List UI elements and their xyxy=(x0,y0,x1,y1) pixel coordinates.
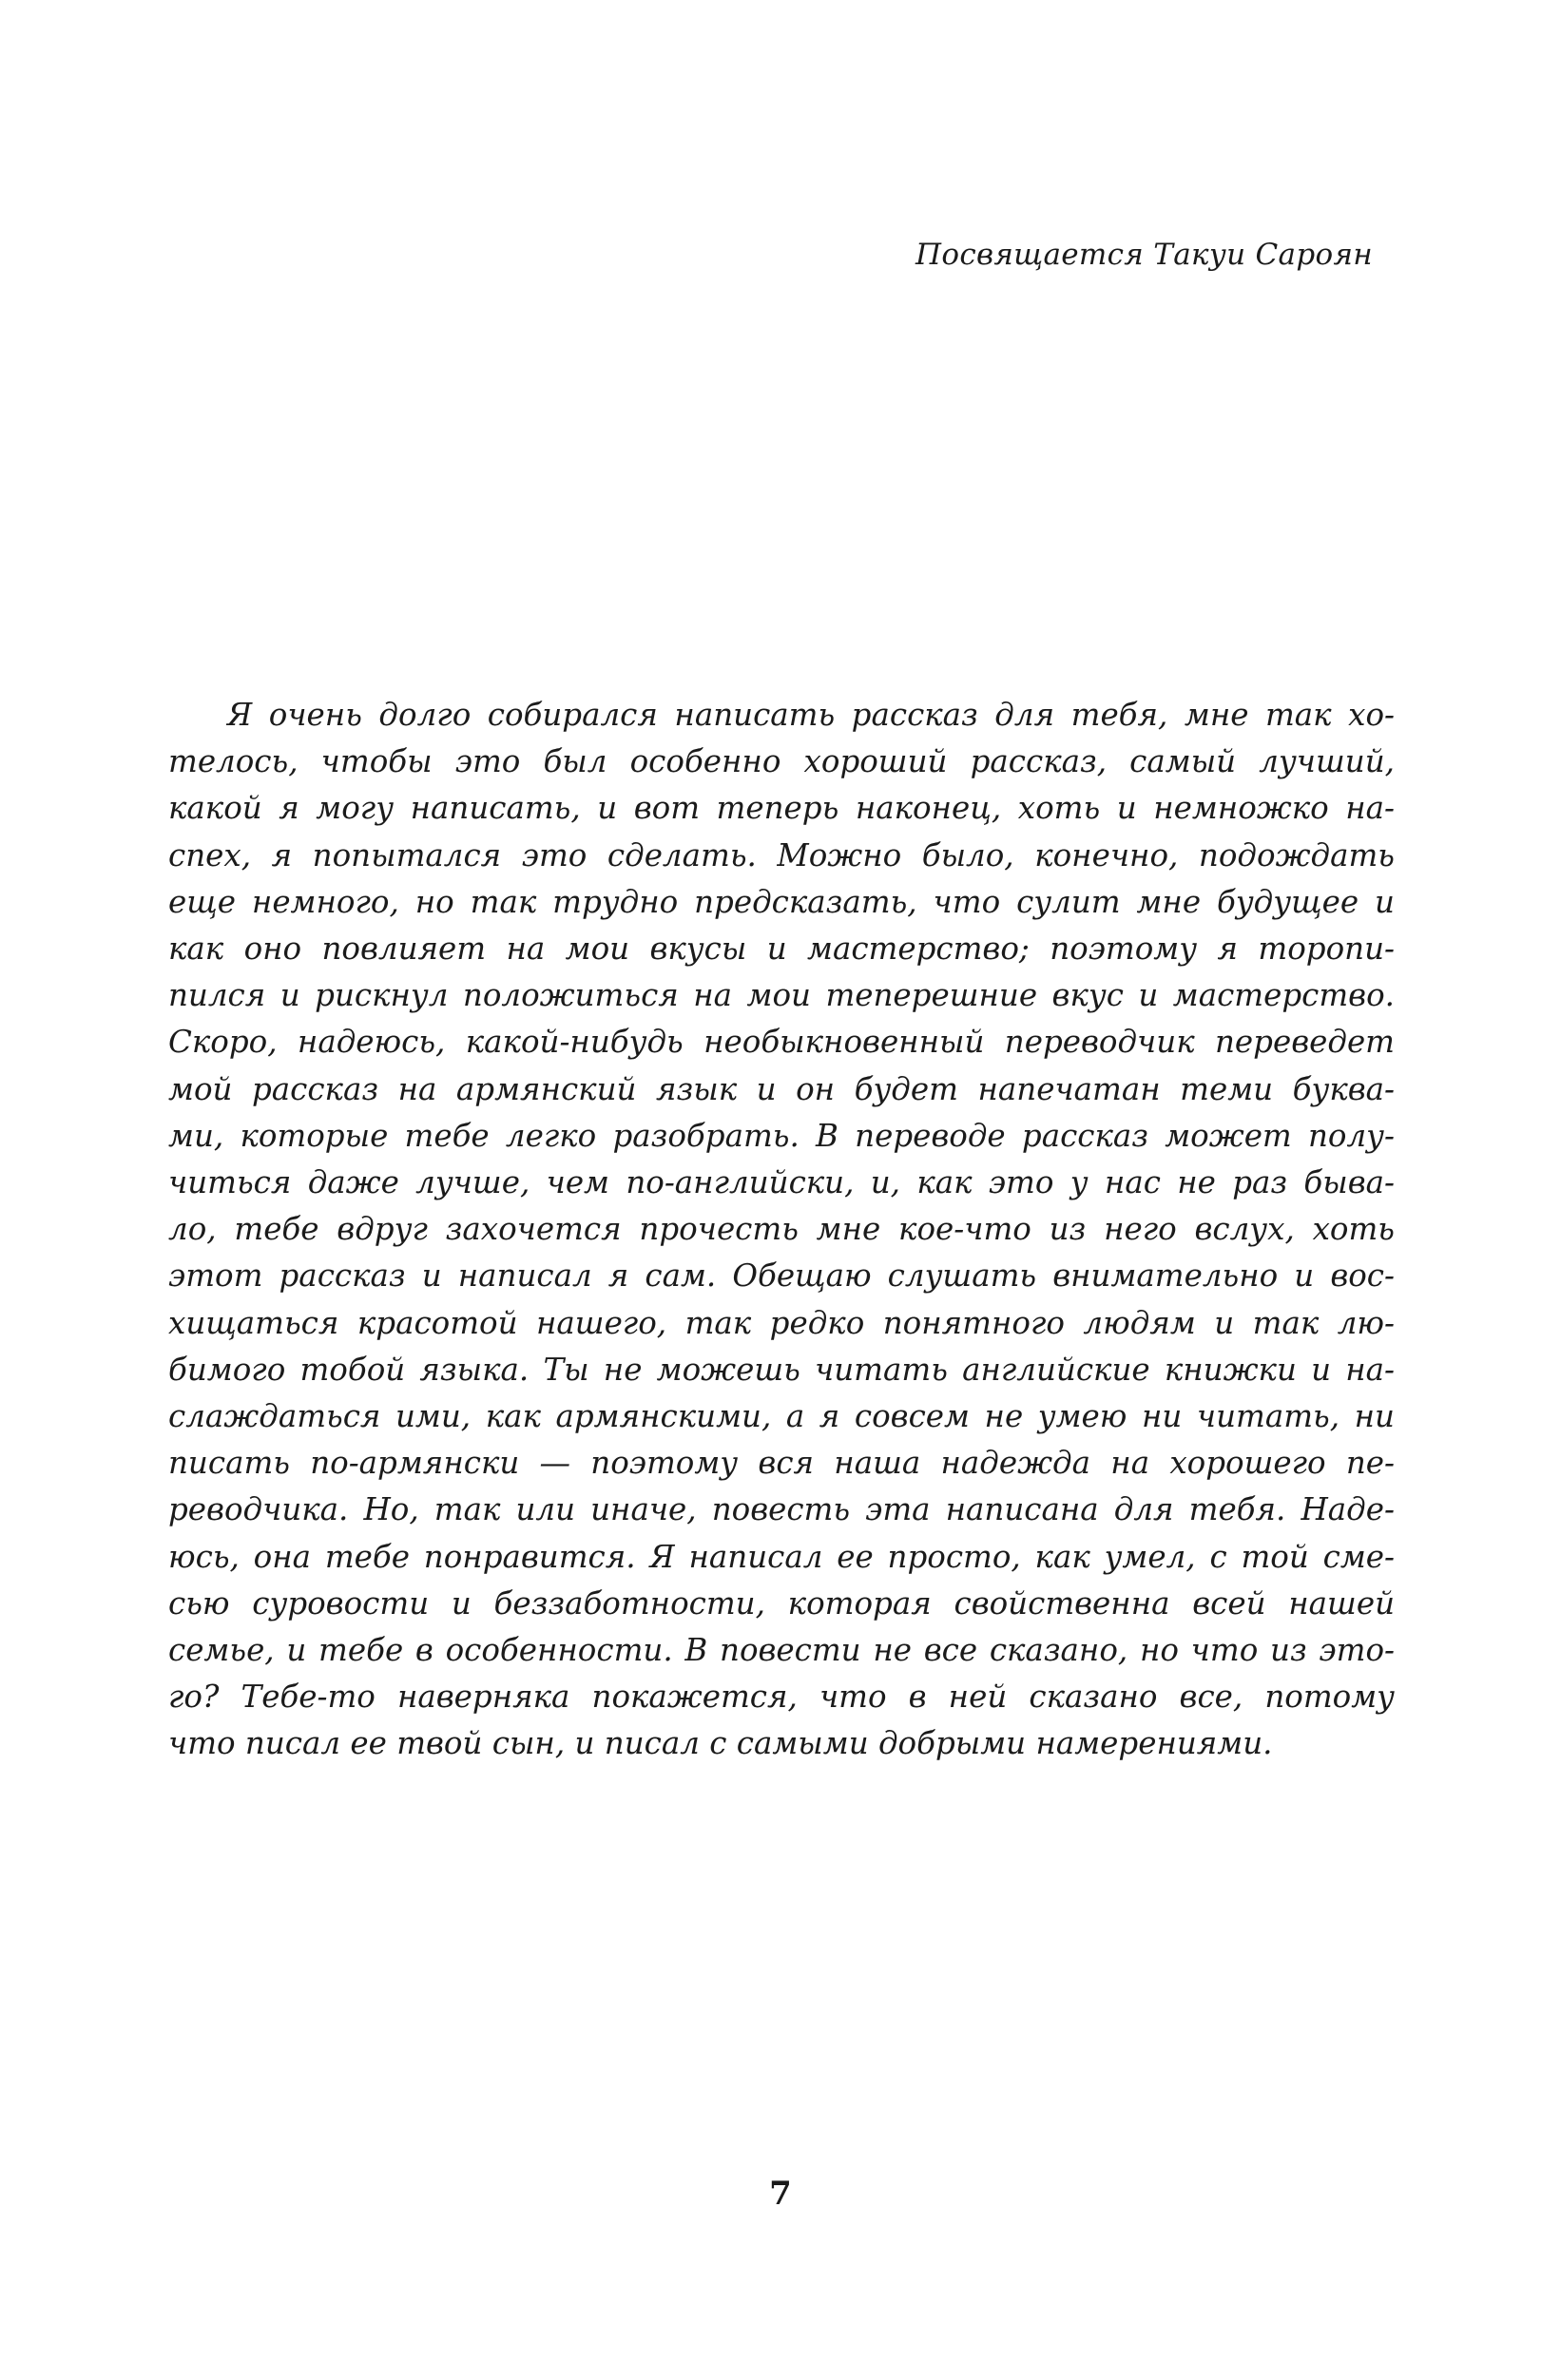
text-line: ми, которые тебе легко разобрать. В переводе рассказ может полу- xyxy=(168,1117,1395,1154)
text-line: спех, я попытался это сделать. Можно было, конечно, подождать xyxy=(168,836,1395,873)
text-line: мой рассказ на армянский язык и он будет напечатан теми буква- xyxy=(168,1070,1395,1107)
text-line: слаждаться ими, как армянскими, а я совсем не умею ни читать, ни xyxy=(168,1398,1395,1435)
text-line: сью суровости и беззаботности, которая свойственна всей нашей xyxy=(168,1584,1395,1622)
text-line: телось, чтобы это был особенно хороший рассказ, самый лучший, xyxy=(168,743,1395,780)
text-line: ло, тебе вдруг захочется прочесть мне кое-что из него вслух, хоть xyxy=(168,1211,1395,1248)
text-line: Скоро, надеюсь, какой-нибудь необыкновенный переводчик переведет xyxy=(168,1024,1395,1061)
text-line: этот рассказ и написал я сам. Обещаю слушать внимательно и вос- xyxy=(168,1257,1395,1295)
text-line: юсь, она тебе понравится. Я написал ее просто, как умел, с той сме- xyxy=(168,1538,1395,1575)
page-number: 7 xyxy=(769,2175,792,2213)
text-line: Я очень долго собирался написать рассказ для тебя, мне так хо- xyxy=(227,697,1395,733)
text-line: как оно повлияет на мои вкусы и мастерство; поэтому я торопи- xyxy=(168,931,1395,968)
text-line: какой я могу написать, и вот теперь наконец, хоть и немножко на- xyxy=(168,790,1395,827)
text-line: семье, и тебе в особенности. В повести не все сказано, но что из это- xyxy=(168,1632,1395,1669)
text-line: бимого тобой языка. Ты не можешь читать английские книжки и на- xyxy=(168,1351,1395,1388)
text-line: хищаться красотой нашего, так редко понятного людям и так лю- xyxy=(168,1304,1395,1341)
text-line: что писал ее твой сын, и писал с самыми добрыми намерениями. xyxy=(168,1725,1273,1762)
text-line: пился и рискнул положиться на мои теперешние вкус и мастерство. xyxy=(168,977,1395,1014)
text-line: читься даже лучше, чем по-английски, и, как это у нас не раз быва- xyxy=(168,1164,1395,1201)
body-paragraph xyxy=(168,692,1395,1768)
text-line: писать по-армянски — поэтому вся наша надежда на хорошего пе- xyxy=(168,1445,1395,1482)
text-line: реводчика. Но, так или иначе, повесть эта написана для тебя. Наде- xyxy=(168,1491,1395,1528)
text-line: го? Тебе-то наверняка покажется, что в ней сказано все, потому xyxy=(168,1679,1395,1716)
text-line: еще немного, но так трудно предсказать, что сулит мне будущее и xyxy=(168,883,1395,920)
dedication: Посвящается Такуи Сароян xyxy=(915,238,1373,272)
